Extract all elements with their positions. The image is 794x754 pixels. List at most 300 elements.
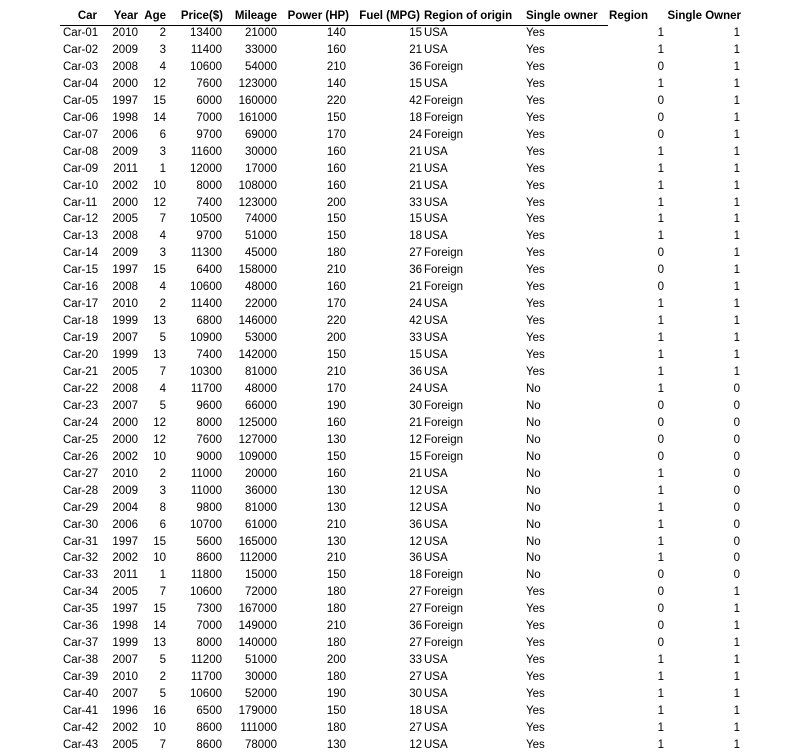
cell-region-code[interactable]: 1 [657, 213, 664, 226]
cell-year[interactable]: 1999 [112, 349, 138, 362]
cell-car[interactable]: Car-28 [63, 484, 99, 497]
cell-mileage[interactable]: 66000 [245, 399, 277, 412]
cell-price[interactable]: 7400 [196, 349, 222, 362]
cell-age[interactable]: 13 [153, 637, 166, 650]
cell-region-of-origin[interactable]: USA [424, 484, 448, 497]
cell-age[interactable]: 1 [159, 162, 166, 175]
cell-single-owner-code[interactable]: 1 [733, 77, 740, 90]
cell-region-of-origin[interactable]: USA [424, 721, 448, 734]
cell-single-owner-code[interactable]: 1 [733, 179, 740, 192]
cell-power[interactable]: 160 [326, 467, 346, 480]
cell-mileage[interactable]: 123000 [238, 77, 277, 90]
cell-year[interactable]: 2010 [112, 467, 138, 480]
cell-single-owner-code[interactable]: 1 [733, 721, 740, 734]
cell-age[interactable]: 5 [159, 332, 166, 345]
cell-power[interactable]: 160 [326, 179, 346, 192]
cell-fuel[interactable]: 27 [409, 247, 422, 260]
cell-fuel[interactable]: 36 [409, 552, 422, 565]
cell-year[interactable]: 2006 [112, 518, 138, 531]
cell-mileage[interactable]: 111000 [240, 721, 277, 734]
cell-single-owner-code[interactable]: 1 [733, 671, 740, 684]
cell-region-of-origin[interactable]: USA [424, 162, 448, 175]
cell-region-of-origin[interactable]: USA [424, 179, 448, 192]
cell-car[interactable]: Car-09 [63, 162, 99, 175]
cell-region-code[interactable]: 0 [657, 569, 664, 582]
header-car[interactable]: Car [77, 10, 97, 22]
cell-car[interactable]: Car-36 [63, 620, 99, 633]
cell-region-code[interactable]: 0 [657, 247, 664, 260]
cell-car[interactable]: Car-30 [63, 518, 99, 531]
cell-single-owner-code[interactable]: 0 [733, 399, 740, 412]
cell-power[interactable]: 160 [326, 416, 346, 429]
cell-region-of-origin[interactable]: USA [424, 230, 448, 243]
cell-region-of-origin[interactable]: Foreign [424, 281, 463, 294]
cell-power[interactable]: 210 [326, 264, 346, 277]
cell-price[interactable]: 11400 [190, 43, 222, 56]
cell-mileage[interactable]: 161000 [238, 111, 277, 124]
cell-age[interactable]: 14 [153, 111, 166, 124]
cell-single-owner[interactable]: Yes [526, 179, 545, 192]
cell-price[interactable]: 8000 [196, 637, 222, 650]
cell-single-owner[interactable]: Yes [526, 128, 545, 141]
cell-power[interactable]: 190 [326, 688, 346, 701]
cell-year[interactable]: 2002 [112, 552, 138, 565]
cell-car[interactable]: Car-08 [63, 145, 99, 158]
cell-year[interactable]: 1999 [112, 315, 138, 328]
cell-price[interactable]: 11200 [190, 654, 222, 667]
cell-year[interactable]: 2010 [112, 671, 138, 684]
header-region-code[interactable]: Region [609, 10, 648, 22]
cell-fuel[interactable]: 42 [409, 94, 422, 107]
cell-power[interactable]: 150 [326, 450, 346, 463]
cell-region-of-origin[interactable]: USA [424, 535, 448, 548]
cell-region-of-origin[interactable]: USA [424, 501, 448, 514]
cell-single-owner-code[interactable]: 1 [733, 162, 740, 175]
cell-region-code[interactable]: 1 [657, 162, 664, 175]
cell-price[interactable]: 11700 [190, 671, 222, 684]
cell-price[interactable]: 9000 [196, 450, 222, 463]
cell-fuel[interactable]: 21 [409, 179, 422, 192]
cell-power[interactable]: 130 [326, 484, 346, 497]
header-power[interactable]: Power (HP) [287, 10, 349, 22]
cell-fuel[interactable]: 15 [409, 450, 422, 463]
cell-mileage[interactable]: 108000 [238, 179, 277, 192]
cell-single-owner[interactable]: Yes [526, 162, 545, 175]
cell-region-code[interactable]: 1 [657, 315, 664, 328]
cell-year[interactable]: 2007 [112, 399, 138, 412]
cell-single-owner-code[interactable]: 0 [733, 484, 740, 497]
cell-power[interactable]: 140 [326, 27, 346, 39]
cell-single-owner-code[interactable]: 1 [733, 27, 740, 39]
cell-power[interactable]: 160 [326, 162, 346, 175]
cell-car[interactable]: Car-37 [63, 637, 99, 650]
header-age[interactable]: Age [144, 10, 166, 22]
cell-car[interactable]: Car-20 [63, 349, 99, 362]
cell-age[interactable]: 15 [153, 94, 166, 107]
cell-single-owner[interactable]: Yes [526, 637, 545, 650]
cell-region-code[interactable]: 1 [657, 518, 664, 531]
cell-single-owner[interactable]: Yes [526, 230, 545, 243]
cell-car[interactable]: Car-32 [63, 552, 99, 565]
cell-year[interactable]: 2000 [112, 416, 138, 429]
cell-car[interactable]: Car-43 [63, 738, 99, 751]
cell-region-of-origin[interactable]: USA [424, 671, 448, 684]
cell-price[interactable]: 10700 [190, 518, 222, 531]
cell-region-code[interactable]: 1 [657, 552, 664, 565]
cell-fuel[interactable]: 18 [409, 111, 422, 124]
cell-region-of-origin[interactable]: USA [424, 349, 448, 362]
cell-region-of-origin[interactable]: USA [424, 552, 448, 565]
cell-single-owner-code[interactable]: 1 [733, 264, 740, 277]
cell-age[interactable]: 5 [159, 399, 166, 412]
header-year[interactable]: Year [113, 10, 138, 22]
cell-age[interactable]: 2 [159, 298, 166, 311]
cell-fuel[interactable]: 24 [409, 128, 422, 141]
cell-car[interactable]: Car-18 [63, 315, 99, 328]
cell-region-code[interactable]: 1 [657, 688, 664, 701]
cell-region-of-origin[interactable]: Foreign [424, 450, 463, 463]
cell-single-owner-code[interactable]: 1 [733, 213, 740, 226]
cell-single-owner-code[interactable]: 1 [733, 128, 740, 141]
cell-power[interactable]: 160 [326, 43, 346, 56]
cell-single-owner[interactable]: Yes [526, 721, 545, 734]
cell-year[interactable]: 2000 [112, 196, 138, 209]
cell-car[interactable]: Car-41 [63, 705, 99, 717]
cell-region-of-origin[interactable]: USA [424, 315, 448, 328]
cell-year[interactable]: 1998 [112, 111, 138, 124]
cell-power[interactable]: 150 [326, 213, 346, 226]
cell-single-owner[interactable]: Yes [526, 366, 545, 378]
cell-mileage[interactable]: 20000 [245, 467, 277, 480]
cell-price[interactable]: 11400 [190, 298, 222, 311]
cell-year[interactable]: 2005 [112, 366, 138, 378]
cell-region-code[interactable]: 1 [657, 332, 664, 345]
cell-year[interactable]: 2007 [112, 654, 138, 667]
cell-single-owner-code[interactable]: 1 [733, 688, 740, 701]
header-fuel[interactable]: Fuel (MPG) [359, 10, 420, 22]
cell-price[interactable]: 11000 [190, 484, 222, 497]
cell-single-owner-code[interactable]: 0 [733, 467, 740, 480]
cell-mileage[interactable]: 51000 [245, 230, 277, 243]
cell-region-of-origin[interactable]: USA [424, 738, 448, 751]
cell-mileage[interactable]: 45000 [245, 247, 277, 260]
cell-car[interactable]: Car-11 [63, 196, 98, 209]
cell-fuel[interactable]: 15 [409, 77, 422, 90]
cell-year[interactable]: 2009 [112, 145, 138, 158]
cell-car[interactable]: Car-42 [63, 721, 99, 734]
cell-single-owner-code[interactable]: 1 [733, 586, 740, 599]
cell-region-of-origin[interactable]: USA [424, 298, 448, 311]
cell-age[interactable]: 6 [159, 128, 166, 141]
cell-age[interactable]: 3 [159, 43, 166, 56]
cell-power[interactable]: 130 [326, 738, 346, 751]
cell-single-owner[interactable]: No [526, 501, 541, 514]
cell-fuel[interactable]: 27 [409, 586, 422, 599]
header-single-owner-code[interactable]: Single Owner [667, 10, 741, 22]
cell-car[interactable]: Car-19 [63, 332, 99, 345]
cell-mileage[interactable]: 127000 [238, 433, 277, 446]
cell-price[interactable]: 10300 [190, 366, 222, 378]
cell-region-of-origin[interactable]: USA [424, 213, 448, 226]
cell-single-owner[interactable]: Yes [526, 196, 545, 209]
cell-region-code[interactable]: 1 [657, 705, 664, 717]
cell-car[interactable]: Car-24 [63, 416, 99, 429]
cell-fuel[interactable]: 24 [409, 298, 422, 311]
cell-fuel[interactable]: 27 [409, 721, 422, 734]
cell-price[interactable]: 11800 [190, 569, 222, 582]
cell-year[interactable]: 2002 [112, 721, 138, 734]
cell-region-of-origin[interactable]: Foreign [424, 433, 463, 446]
cell-year[interactable]: 2005 [112, 738, 138, 751]
cell-region-code[interactable]: 1 [657, 484, 664, 497]
cell-power[interactable]: 170 [326, 382, 346, 395]
cell-single-owner[interactable]: Yes [526, 603, 545, 616]
cell-single-owner-code[interactable]: 0 [733, 518, 740, 531]
cell-single-owner[interactable]: Yes [526, 111, 545, 124]
cell-price[interactable]: 10600 [190, 60, 222, 73]
cell-single-owner-code[interactable]: 0 [733, 416, 740, 429]
cell-region-code[interactable]: 1 [657, 77, 664, 90]
cell-region-code[interactable]: 1 [657, 366, 664, 378]
cell-region-of-origin[interactable]: USA [424, 654, 448, 667]
cell-price[interactable]: 9700 [196, 230, 222, 243]
cell-fuel[interactable]: 21 [409, 43, 422, 56]
cell-region-code[interactable]: 1 [657, 43, 664, 56]
cell-fuel[interactable]: 21 [409, 145, 422, 158]
cell-car[interactable]: Car-16 [63, 281, 99, 294]
cell-power[interactable]: 220 [326, 94, 346, 107]
cell-mileage[interactable]: 81000 [245, 366, 277, 378]
cell-single-owner[interactable]: Yes [526, 738, 545, 751]
cell-age[interactable]: 12 [153, 196, 166, 209]
cell-single-owner[interactable]: Yes [526, 264, 545, 277]
cell-mileage[interactable]: 123000 [238, 196, 277, 209]
cell-region-of-origin[interactable]: Foreign [424, 264, 463, 277]
cell-region-of-origin[interactable]: USA [424, 145, 448, 158]
cell-price[interactable]: 9700 [196, 128, 222, 141]
cell-year[interactable]: 2002 [112, 179, 138, 192]
cell-fuel[interactable]: 12 [409, 484, 422, 497]
cell-mileage[interactable]: 149000 [238, 620, 277, 633]
cell-power[interactable]: 170 [326, 128, 346, 141]
cell-region-code[interactable]: 1 [657, 27, 664, 39]
cell-age[interactable]: 7 [159, 738, 166, 751]
cell-mileage[interactable]: 36000 [245, 484, 277, 497]
cell-power[interactable]: 210 [326, 60, 346, 73]
cell-fuel[interactable]: 24 [409, 382, 422, 395]
cell-mileage[interactable]: 33000 [245, 43, 277, 56]
header-single-owner[interactable]: Single owner [526, 10, 598, 22]
cell-region-of-origin[interactable]: USA [424, 366, 448, 378]
cell-power[interactable]: 180 [326, 586, 346, 599]
cell-fuel[interactable]: 18 [409, 230, 422, 243]
cell-age[interactable]: 2 [159, 671, 166, 684]
cell-single-owner[interactable]: Yes [526, 332, 545, 345]
cell-region-of-origin[interactable]: Foreign [424, 637, 463, 650]
cell-region-code[interactable]: 1 [657, 467, 664, 480]
cell-region-of-origin[interactable]: Foreign [424, 247, 463, 260]
cell-fuel[interactable]: 12 [409, 738, 422, 751]
cell-region-code[interactable]: 0 [657, 620, 664, 633]
cell-fuel[interactable]: 33 [409, 332, 422, 345]
cell-region-of-origin[interactable]: Foreign [424, 416, 463, 429]
cell-single-owner[interactable]: Yes [526, 654, 545, 667]
cell-price[interactable]: 8600 [196, 552, 222, 565]
cell-single-owner[interactable]: No [526, 450, 541, 463]
cell-year[interactable]: 2008 [112, 230, 138, 243]
cell-year[interactable]: 2006 [112, 128, 138, 141]
cell-fuel[interactable]: 30 [409, 399, 422, 412]
cell-mileage[interactable]: 22000 [245, 298, 277, 311]
cell-age[interactable]: 7 [159, 586, 166, 599]
cell-price[interactable]: 7600 [196, 433, 222, 446]
cell-single-owner[interactable]: Yes [526, 247, 545, 260]
cell-year[interactable]: 2000 [112, 433, 138, 446]
cell-region-of-origin[interactable]: USA [424, 77, 448, 90]
cell-year[interactable]: 2004 [112, 501, 138, 514]
cell-region-code[interactable]: 0 [657, 128, 664, 141]
cell-single-owner-code[interactable]: 1 [733, 620, 740, 633]
cell-price[interactable]: 7000 [196, 111, 222, 124]
cell-single-owner[interactable]: Yes [526, 586, 545, 599]
cell-age[interactable]: 3 [159, 247, 166, 260]
cell-age[interactable]: 12 [153, 77, 166, 90]
cell-power[interactable]: 170 [326, 298, 346, 311]
cell-fuel[interactable]: 15 [409, 349, 422, 362]
cell-fuel[interactable]: 42 [409, 315, 422, 328]
cell-car[interactable]: Car-04 [63, 77, 99, 90]
cell-region-of-origin[interactable]: USA [424, 196, 448, 209]
cell-car[interactable]: Car-01 [63, 27, 99, 39]
cell-price[interactable]: 9600 [196, 399, 222, 412]
cell-car[interactable]: Car-31 [63, 535, 99, 548]
cell-power[interactable]: 180 [326, 637, 346, 650]
cell-car[interactable]: Car-25 [63, 433, 99, 446]
cell-year[interactable]: 2010 [112, 27, 138, 39]
cell-fuel[interactable]: 30 [409, 688, 422, 701]
cell-power[interactable]: 130 [326, 433, 346, 446]
cell-year[interactable]: 2008 [112, 60, 138, 73]
cell-region-code[interactable]: 1 [657, 196, 664, 209]
cell-price[interactable]: 10500 [190, 213, 222, 226]
cell-car[interactable]: Car-07 [63, 128, 99, 141]
cell-single-owner-code[interactable]: 1 [733, 94, 740, 107]
cell-price[interactable]: 8600 [196, 721, 222, 734]
cell-single-owner[interactable]: Yes [526, 349, 545, 362]
cell-single-owner-code[interactable]: 0 [733, 552, 740, 565]
cell-mileage[interactable]: 30000 [245, 671, 277, 684]
cell-region-of-origin[interactable]: USA [424, 467, 448, 480]
cell-fuel[interactable]: 15 [409, 27, 422, 39]
cell-car[interactable]: Car-14 [63, 247, 99, 260]
cell-car[interactable]: Car-12 [63, 213, 99, 226]
cell-price[interactable]: 8600 [196, 738, 222, 751]
cell-age[interactable]: 10 [153, 721, 166, 734]
cell-price[interactable]: 7300 [196, 603, 222, 616]
cell-price[interactable]: 10600 [190, 688, 222, 701]
cell-mileage[interactable]: 51000 [245, 654, 277, 667]
cell-mileage[interactable]: 21000 [245, 27, 277, 39]
cell-single-owner[interactable]: Yes [526, 60, 545, 73]
cell-region-code[interactable]: 0 [657, 399, 664, 412]
cell-single-owner-code[interactable]: 1 [733, 315, 740, 328]
cell-price[interactable]: 7000 [196, 620, 222, 633]
cell-region-code[interactable]: 0 [657, 637, 664, 650]
cell-mileage[interactable]: 158000 [238, 264, 277, 277]
cell-car[interactable]: Car-26 [63, 450, 99, 463]
cell-mileage[interactable]: 165000 [238, 535, 277, 548]
cell-mileage[interactable]: 54000 [245, 60, 277, 73]
cell-power[interactable]: 200 [326, 654, 346, 667]
cell-age[interactable]: 16 [153, 705, 166, 717]
cell-car[interactable]: Car-05 [63, 94, 99, 107]
cell-region-code[interactable]: 1 [657, 349, 664, 362]
cell-mileage[interactable]: 72000 [245, 586, 277, 599]
cell-power[interactable]: 180 [326, 671, 346, 684]
cell-single-owner-code[interactable]: 1 [733, 603, 740, 616]
cell-single-owner[interactable]: No [526, 382, 541, 395]
cell-single-owner-code[interactable]: 0 [733, 535, 740, 548]
cell-mileage[interactable]: 52000 [245, 688, 277, 701]
cell-region-code[interactable]: 0 [657, 433, 664, 446]
cell-mileage[interactable]: 140000 [238, 637, 277, 650]
cell-region-code[interactable]: 1 [657, 654, 664, 667]
cell-power[interactable]: 140 [326, 77, 346, 90]
cell-mileage[interactable]: 142000 [238, 349, 277, 362]
cell-car[interactable]: Car-34 [63, 586, 99, 599]
cell-region-code[interactable]: 1 [657, 721, 664, 734]
cell-single-owner-code[interactable]: 0 [733, 382, 740, 395]
cell-single-owner[interactable]: No [526, 535, 541, 548]
cell-age[interactable]: 3 [159, 145, 166, 158]
cell-mileage[interactable]: 15000 [245, 569, 277, 582]
cell-fuel[interactable]: 21 [409, 467, 422, 480]
cell-mileage[interactable]: 30000 [245, 145, 277, 158]
cell-region-code[interactable]: 0 [657, 94, 664, 107]
cell-year[interactable]: 1997 [112, 603, 138, 616]
cell-car[interactable]: Car-02 [63, 43, 99, 56]
cell-single-owner-code[interactable]: 1 [733, 247, 740, 260]
cell-mileage[interactable]: 179000 [238, 705, 277, 717]
cell-mileage[interactable]: 109000 [238, 450, 277, 463]
cell-car[interactable]: Car-29 [63, 501, 99, 514]
cell-single-owner-code[interactable]: 1 [733, 230, 740, 243]
cell-single-owner-code[interactable]: 1 [733, 281, 740, 294]
cell-single-owner-code[interactable]: 1 [733, 196, 740, 209]
cell-age[interactable]: 6 [159, 518, 166, 531]
cell-region-code[interactable]: 0 [657, 264, 664, 277]
cell-region-code[interactable]: 0 [657, 281, 664, 294]
cell-single-owner[interactable]: Yes [526, 213, 545, 226]
cell-region-code[interactable]: 1 [657, 382, 664, 395]
cell-fuel[interactable]: 33 [409, 654, 422, 667]
cell-fuel[interactable]: 36 [409, 518, 422, 531]
cell-region-of-origin[interactable]: Foreign [424, 603, 463, 616]
cell-power[interactable]: 150 [326, 230, 346, 243]
cell-car[interactable]: Car-06 [63, 111, 99, 124]
cell-car[interactable]: Car-21 [63, 366, 99, 378]
cell-single-owner-code[interactable]: 1 [733, 60, 740, 73]
cell-region-code[interactable]: 0 [657, 586, 664, 599]
cell-car[interactable]: Car-03 [63, 60, 99, 73]
cell-power[interactable]: 200 [326, 196, 346, 209]
cell-fuel[interactable]: 36 [409, 620, 422, 633]
cell-year[interactable]: 2010 [112, 298, 138, 311]
header-price[interactable]: Price($) [180, 10, 223, 22]
cell-single-owner[interactable]: No [526, 569, 541, 582]
cell-price[interactable]: 7600 [196, 77, 222, 90]
cell-single-owner-code[interactable]: 1 [733, 145, 740, 158]
